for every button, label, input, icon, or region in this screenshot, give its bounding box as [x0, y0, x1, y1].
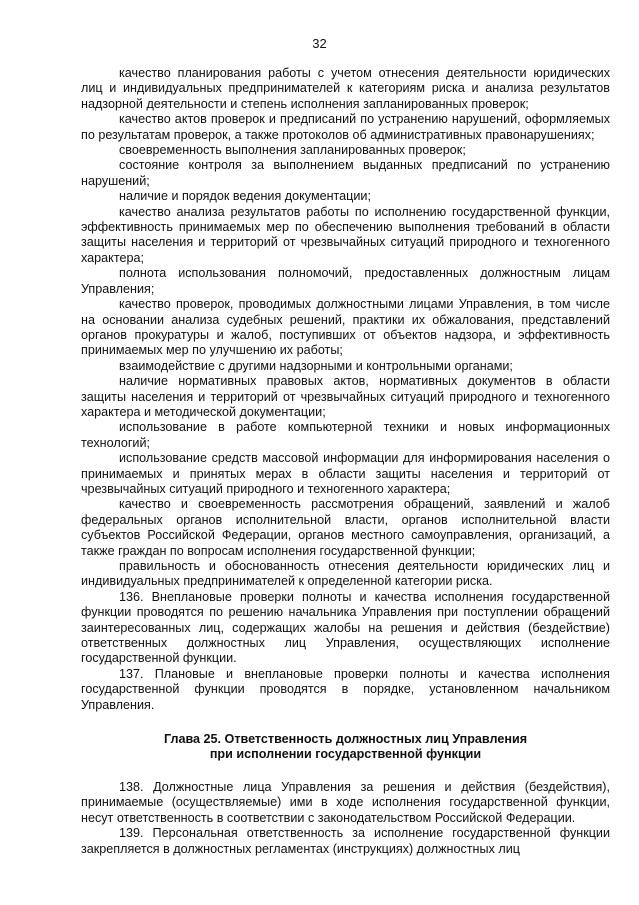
chapter-heading-line-1: Глава 25. Ответственность должностных лиц Управления: [163, 732, 528, 747]
paragraph: использование в работе компьютерной техники и новых информационных технологий;: [81, 420, 610, 450]
paragraph: взаимодействие с другими надзорными и контрольными органами;: [119, 358, 513, 373]
page-number: 32: [312, 36, 327, 51]
paragraph: наличие и порядок ведения документации;: [119, 189, 371, 204]
paragraph: качество планирования работы с учетом отнесения деятельности юридических лиц и индивидуальных предпринимателей к категориям риска и анализа результатов надзорной деятельности и степень исполнения запланированных проверок;: [81, 66, 610, 111]
paragraph-137: 137. Плановые и внеплановые проверки полноты и качества исполнения государственной функции проводятся в порядке, установленном начальником Управления.: [81, 666, 610, 712]
paragraph: наличие нормативных правовых актов, нормативных документов в области защиты населения и территорий от чрезвычайных ситуаций природного и техногенного характера и методической документации;: [81, 374, 610, 419]
paragraph: состояние контроля за выполнением выданных предписаний по устранению нарушений;: [81, 158, 610, 188]
paragraph: своевременность выполнения запланированных проверок;: [119, 143, 466, 158]
document-body: [81, 66, 610, 857]
paragraph-136: 136. Внеплановые проверки полноты и качества исполнения государственной функции проводятся по решению начальника Управления при поступлении обращений заинтересованных лиц, содержащих жалобы на решения и действия (бездействие) ответственных должностных лиц Управления, осуществляющих исполнение государственной функции.: [81, 589, 610, 666]
paragraph: качество актов проверок и предписаний по устранению нарушений, оформляемых по результатам проверок, а также протоколов об административных правонарушениях;: [81, 112, 610, 142]
paragraph: качество анализа результатов работы по исполнению государственной функции, эффективность принимаемых мер по обеспечению выполнения требований в области защиты населения и территорий от чрезвычайных ситуаций природного и техногенного характера;: [81, 204, 610, 265]
chapter-heading: [81, 732, 610, 763]
paragraph: качество и своевременность рассмотрения обращений, заявлений и жалоб федеральных органов исполнительной власти, органов исполнительной власти субъектов Российской Федерации, органов местного самоуправления, организаций, а также граждан по вопросам исполнения государственной функции;: [81, 497, 610, 558]
paragraph: качество проверок, проводимых должностными лицами Управления, в том числе на основании анализа судебных решений, практики их обжалования, представлений органов прокуратуры и жалоб, поступивших от объектов надзора, и эффективность принимаемых мер по улучшению их работы;: [81, 297, 610, 358]
paragraph: использование средств массовой информации для информирования населения о принимаемых и принятых мерах в области защиты населения и территорий от чрезвычайных ситуаций природного и техногенного характера;: [81, 451, 610, 496]
chapter-heading-line-2: при исполнении государственной функции: [209, 747, 482, 762]
paragraph: полнота использования полномочий, предоставленных должностным лицам Управления;: [81, 266, 610, 296]
paragraph-138: 138. Должностные лица Управления за решения и действия (бездействия), принимаемые (осуществляемые) ими в ходе исполнения государственной функции, несут ответственность в соответствии с законодательством Российской Федерации.: [81, 779, 610, 825]
paragraph-139: 139. Персональная ответственность за исполнение государственной функции закрепляется в должностных регламентах (инструкциях) должностных лиц: [81, 826, 610, 856]
paragraph: правильность и обоснованность отнесения деятельности юридических лиц и индивидуальных предпринимателей к определенной категории риска.: [81, 559, 610, 589]
